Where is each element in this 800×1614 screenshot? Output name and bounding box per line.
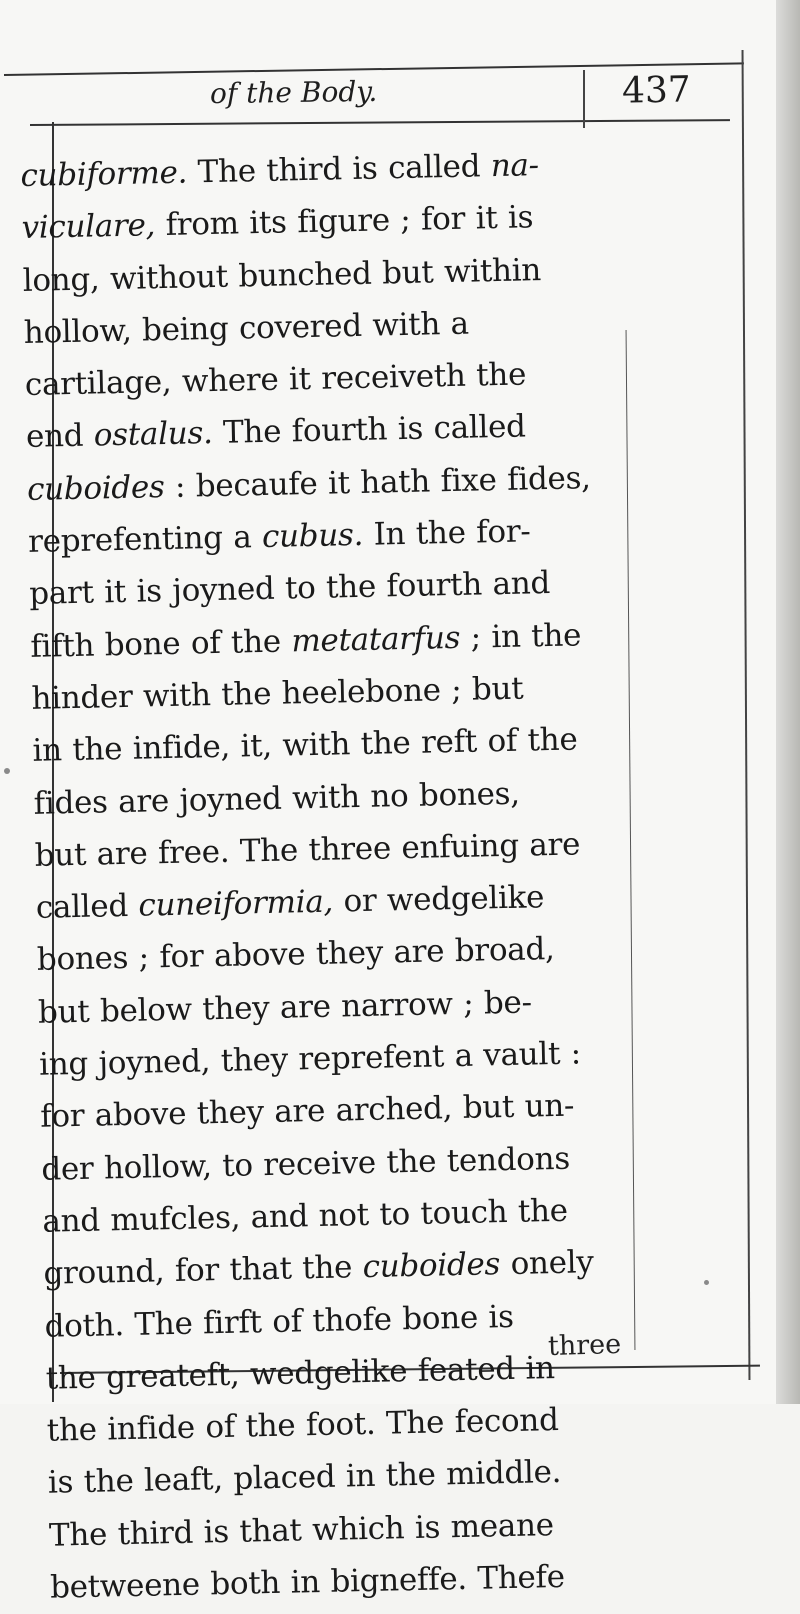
text-run: onely <box>499 1244 594 1283</box>
text-run: from its figure ; for it is <box>154 199 534 244</box>
italic-term: cuneiformia, <box>138 883 334 924</box>
paper-speck <box>704 1280 709 1285</box>
text-run: the infide of the foot. The fecond <box>46 1402 559 1449</box>
text-run: ; in the <box>459 617 582 656</box>
paper-speck <box>4 768 10 774</box>
text-run: reprefenting a <box>27 519 263 560</box>
italic-term: cubus. <box>261 516 364 556</box>
text-run: hinder with the heelebone ; but <box>31 670 524 717</box>
italic-term: cuboides <box>26 468 165 508</box>
text-run: end <box>25 418 95 456</box>
text-run: betweene both in bigneffe. Thefe <box>49 1558 566 1606</box>
text-run: In the for- <box>362 513 531 553</box>
text-run: is the leaft, placed in the middle. <box>47 1454 562 1502</box>
italic-term: metatarfus <box>290 619 461 660</box>
page-edge-shadow <box>776 0 800 1404</box>
italic-term: cubiforme. <box>20 154 188 194</box>
text-run: cartilage, where it receiveth the <box>24 356 527 404</box>
body-text <box>20 137 661 1614</box>
text-run: : becaufe it hath fixe fides, <box>164 459 592 505</box>
text-run: in the infide, it, with the reft of the <box>32 721 578 770</box>
text-run: and mufcles, and not to touch the <box>42 1192 569 1240</box>
text-run: fifth bone of the <box>30 623 292 665</box>
text-run: or wedgelike <box>332 879 545 920</box>
running-head: of the Body. <box>209 74 378 111</box>
frame-rule-under-heading <box>30 119 730 126</box>
text-run: called <box>35 887 139 926</box>
text-run: The third is that which is meane <box>48 1506 555 1554</box>
text-run: but below they are narrow ; be- <box>37 984 533 1031</box>
text-run: part it is joyned to the fourth and <box>28 565 551 613</box>
text-run: bones ; for above they are broad, <box>36 931 555 979</box>
text-run: ground, for that the <box>43 1249 364 1292</box>
text-run: The third is called <box>186 148 492 191</box>
catchword: three <box>547 1328 622 1363</box>
frame-rule-heading-divider <box>583 70 585 128</box>
italic-term: ostalus. <box>93 415 213 454</box>
page-number: 437 <box>621 69 692 112</box>
text-run: long, without bunched but within <box>22 251 542 299</box>
text-run: the greateft, wedgelike feated in <box>45 1349 556 1397</box>
frame-rule-right <box>742 50 751 1380</box>
text-run: der hollow, to receive the tendons <box>40 1140 571 1188</box>
text-run: fides are joyned with no bones, <box>33 775 521 822</box>
text-run: The fourth is called <box>212 408 527 452</box>
text-run: hollow, being covered with a <box>23 305 470 351</box>
italic-term: cuboides <box>362 1246 501 1286</box>
text-run: doth. The firft of thofe bone is <box>44 1298 515 1345</box>
text-run: ing joyned, they reprefent a vault : <box>38 1035 582 1083</box>
italic-term: viculare, <box>21 207 156 247</box>
italic-term: na- <box>490 147 540 185</box>
text-run: for above they are arched, but un- <box>39 1087 575 1136</box>
text-run: but are free. The three enfuing are <box>34 826 581 874</box>
